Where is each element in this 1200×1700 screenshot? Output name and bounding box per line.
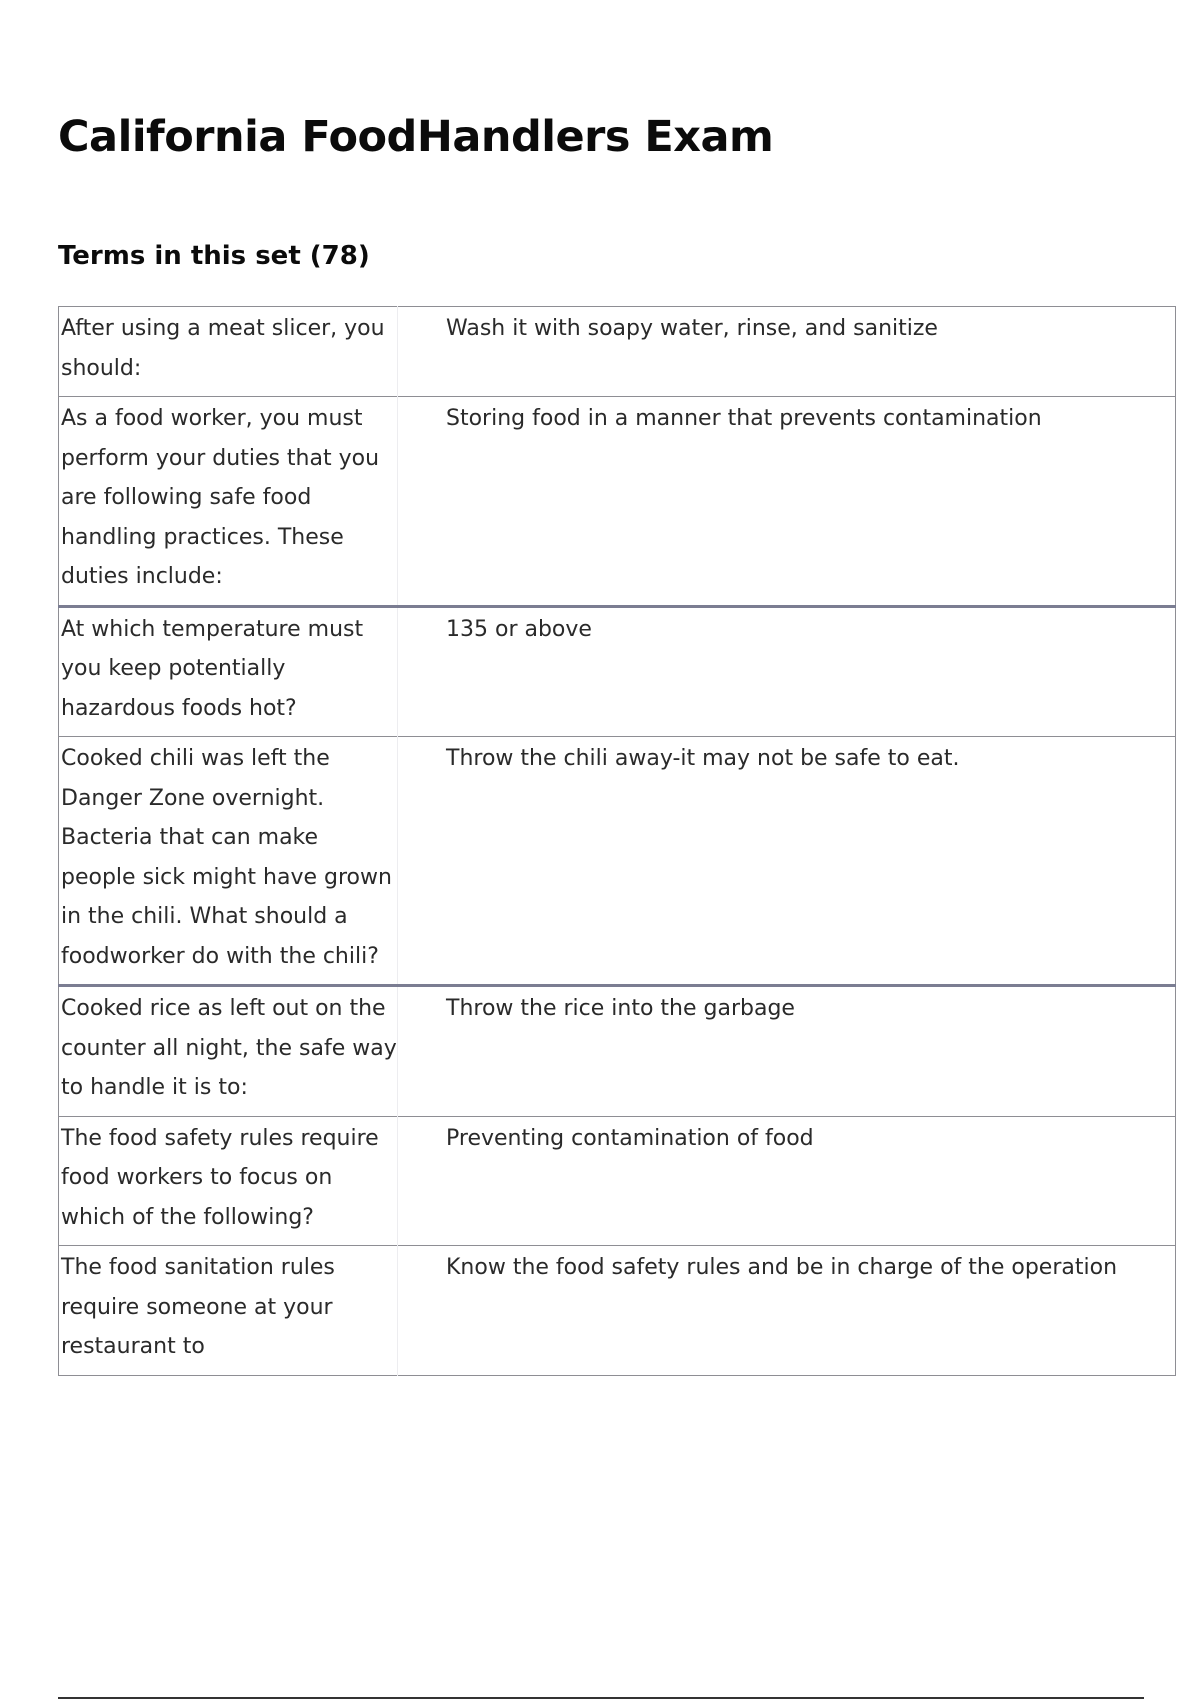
- term-text: As a food worker, you must perform your duties that you are following safe food handling practices. These duties include:: [59, 397, 398, 607]
- term-row: [59, 1246, 1176, 1376]
- term-text: The food sanitation rules require someone at your restaurant to: [59, 1246, 398, 1376]
- term-row: [59, 606, 1176, 737]
- document-title: California FoodHandlers Exam: [58, 112, 774, 162]
- term-text: The food safety rules require food workers to focus on which of the following?: [59, 1116, 398, 1246]
- definition-text: Throw the rice into the garbage: [446, 996, 795, 1021]
- definition-text: Know the food safety rules and be in charge of the operation: [446, 1255, 1118, 1280]
- term-text: After using a meat slicer, you should:: [59, 307, 398, 397]
- terms-table: [58, 306, 1176, 1376]
- definition-text: Throw the chili away-it may not be safe to eat.: [446, 746, 960, 771]
- term-text: Cooked chili was left the Danger Zone overnight. Bacteria that can make people sick might have grown in the chili. What should a foodworker do with the chili?: [59, 737, 398, 986]
- term-row: [59, 1116, 1176, 1246]
- definition-text: Wash it with soapy water, rinse, and sanitize: [446, 316, 938, 341]
- definition-text: Storing food in a manner that prevents contamination: [446, 406, 1042, 431]
- footer-divider: [58, 1697, 1144, 1699]
- definition-text: Preventing contamination of food: [446, 1125, 814, 1151]
- term-text: Cooked rice as left out on the counter all night, the safe way to handle it is to:: [59, 986, 398, 1117]
- term-row: [59, 737, 1176, 986]
- terms-count-heading: Terms in this set (78): [58, 241, 370, 271]
- term-row: [59, 397, 1176, 607]
- term-row: [59, 986, 1176, 1117]
- term-text: At which temperature must you keep potentially hazardous foods hot?: [59, 606, 398, 737]
- term-row: [59, 307, 1176, 397]
- definition-text: 135 or above: [446, 616, 592, 642]
